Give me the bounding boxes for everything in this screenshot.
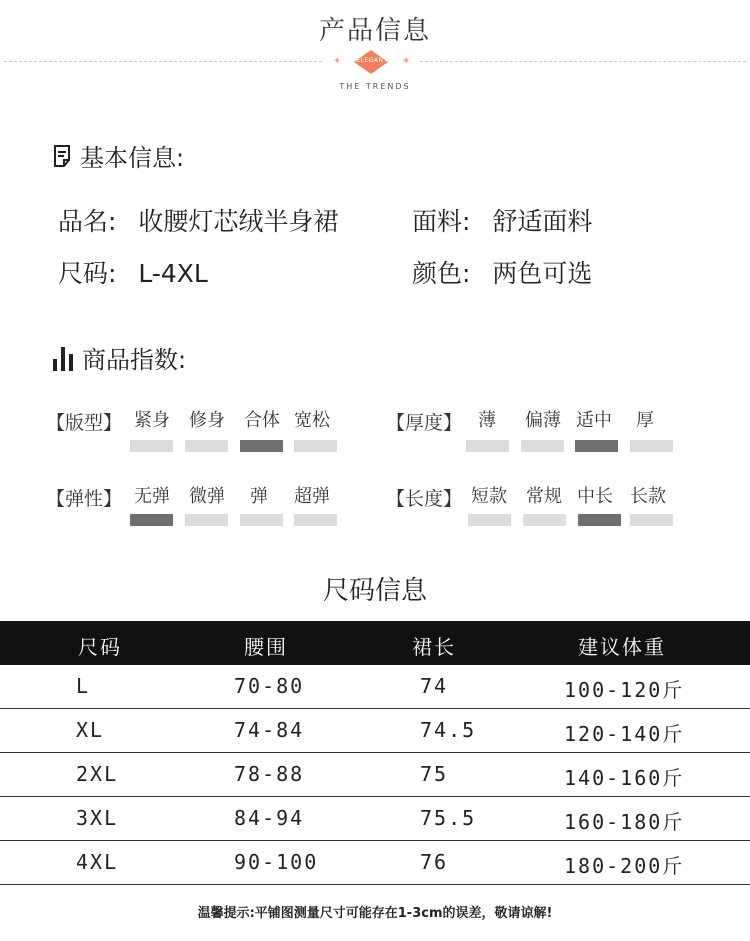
product-name-value: 收腰灯芯绒半身裙	[138, 207, 339, 236]
index-bar	[185, 440, 228, 452]
index-bar	[466, 440, 509, 452]
index-option: 偏薄	[525, 410, 561, 431]
index-option: 长款	[630, 486, 666, 507]
color-value: 两色可选	[492, 259, 593, 288]
column-header-weight: 建议体重	[578, 635, 666, 659]
product-name-row	[58, 202, 338, 238]
table-cell: L	[76, 674, 91, 698]
table-cell: 120-140斤	[564, 722, 685, 746]
index-option: 宽松	[294, 410, 330, 431]
color-label: 颜色:	[412, 259, 471, 288]
index-bar	[630, 514, 673, 526]
index-bar	[130, 514, 173, 526]
index-bar	[130, 440, 173, 452]
column-header-waist: 腰围	[244, 635, 288, 659]
index-bar	[523, 514, 566, 526]
measurement-tip: 温馨提示:平铺图测量尺寸可能存在1-3cm的误差，敬请谅解!	[197, 906, 553, 921]
table-cell: 2XL	[76, 762, 119, 786]
table-row	[0, 709, 750, 753]
table-cell: 75	[420, 762, 449, 786]
index-bar	[521, 440, 564, 452]
table-cell: 74.5	[420, 718, 477, 742]
table-cell: 70-80	[234, 674, 305, 698]
index-option: 厚	[636, 410, 654, 431]
index-option: 微弹	[189, 486, 225, 507]
index-option: 短款	[471, 486, 507, 507]
index-bar	[185, 514, 228, 526]
index-option: 无弹	[134, 486, 170, 507]
size-range-label: 尺码:	[58, 259, 117, 288]
column-header-length: 裙长	[412, 635, 456, 659]
fabric-row	[412, 202, 592, 238]
index-option: 薄	[478, 410, 496, 431]
table-row	[0, 665, 750, 709]
index-option: 常规	[526, 486, 562, 507]
document-icon	[52, 144, 74, 168]
index-bar	[630, 440, 673, 452]
table-cell: 4XL	[76, 850, 119, 874]
table-cell: 76	[420, 850, 449, 874]
fabric-value: 舒适面料	[492, 207, 593, 236]
index-option: 修身	[189, 410, 225, 431]
page-title: 产品信息	[318, 16, 431, 46]
product-index-heading	[52, 340, 186, 375]
product-index-title: 商品指数:	[82, 346, 187, 374]
basic-info-heading	[52, 138, 184, 173]
product-name-label: 品名:	[58, 207, 117, 236]
index-bar	[578, 514, 621, 526]
fabric-label: 面料:	[412, 207, 471, 236]
table-cell: XL	[76, 718, 105, 742]
table-cell: 78-88	[234, 762, 305, 786]
index-option: 合体	[244, 410, 280, 431]
column-header-size: 尺码	[78, 635, 122, 659]
index-bar	[294, 440, 337, 452]
index-bar	[294, 514, 337, 526]
table-cell: 90-100	[234, 850, 319, 874]
length-label: 【长度】	[386, 488, 463, 510]
table-cell: 74-84	[234, 718, 305, 742]
table-cell: 100-120斤	[564, 678, 685, 702]
header-subtitle: THE TRENDS	[339, 82, 411, 91]
index-option: 适中	[576, 410, 612, 431]
divider-left	[4, 61, 322, 62]
size-range-row	[58, 254, 208, 290]
index-bar	[468, 514, 511, 526]
index-bar	[240, 514, 283, 526]
index-bar	[575, 440, 618, 452]
index-option: 超弹	[294, 486, 330, 507]
index-option: 弹	[250, 486, 268, 507]
table-cell: 74	[420, 674, 449, 698]
table-cell: 3XL	[76, 806, 119, 830]
table-cell: 140-160斤	[564, 766, 685, 790]
index-option: 中长	[577, 486, 613, 507]
star-icon: ✦	[402, 56, 411, 67]
index-bar	[240, 440, 283, 452]
star-icon: ✦	[333, 56, 342, 67]
elasticity-label: 【弹性】	[46, 488, 123, 510]
index-option: 紧身	[134, 410, 170, 431]
table-cell: 84-94	[234, 806, 305, 830]
fit-label: 【版型】	[46, 412, 123, 434]
size-table-header	[0, 621, 750, 665]
basic-info-title: 基本信息:	[80, 144, 185, 172]
size-range-value: L-4XL	[138, 259, 208, 288]
table-row	[0, 753, 750, 797]
divider-right	[420, 61, 746, 62]
color-row	[412, 254, 592, 290]
table-cell: 75.5	[420, 806, 477, 830]
table-row	[0, 797, 750, 841]
thickness-label: 【厚度】	[386, 412, 463, 434]
table-cell: 180-200斤	[564, 854, 685, 878]
elegant-badge-text: ELEGANT	[356, 57, 388, 64]
bar-chart-icon	[52, 345, 76, 371]
table-row	[0, 841, 750, 885]
size-info-title: 尺码信息	[322, 576, 427, 606]
table-cell: 160-180斤	[564, 810, 685, 834]
